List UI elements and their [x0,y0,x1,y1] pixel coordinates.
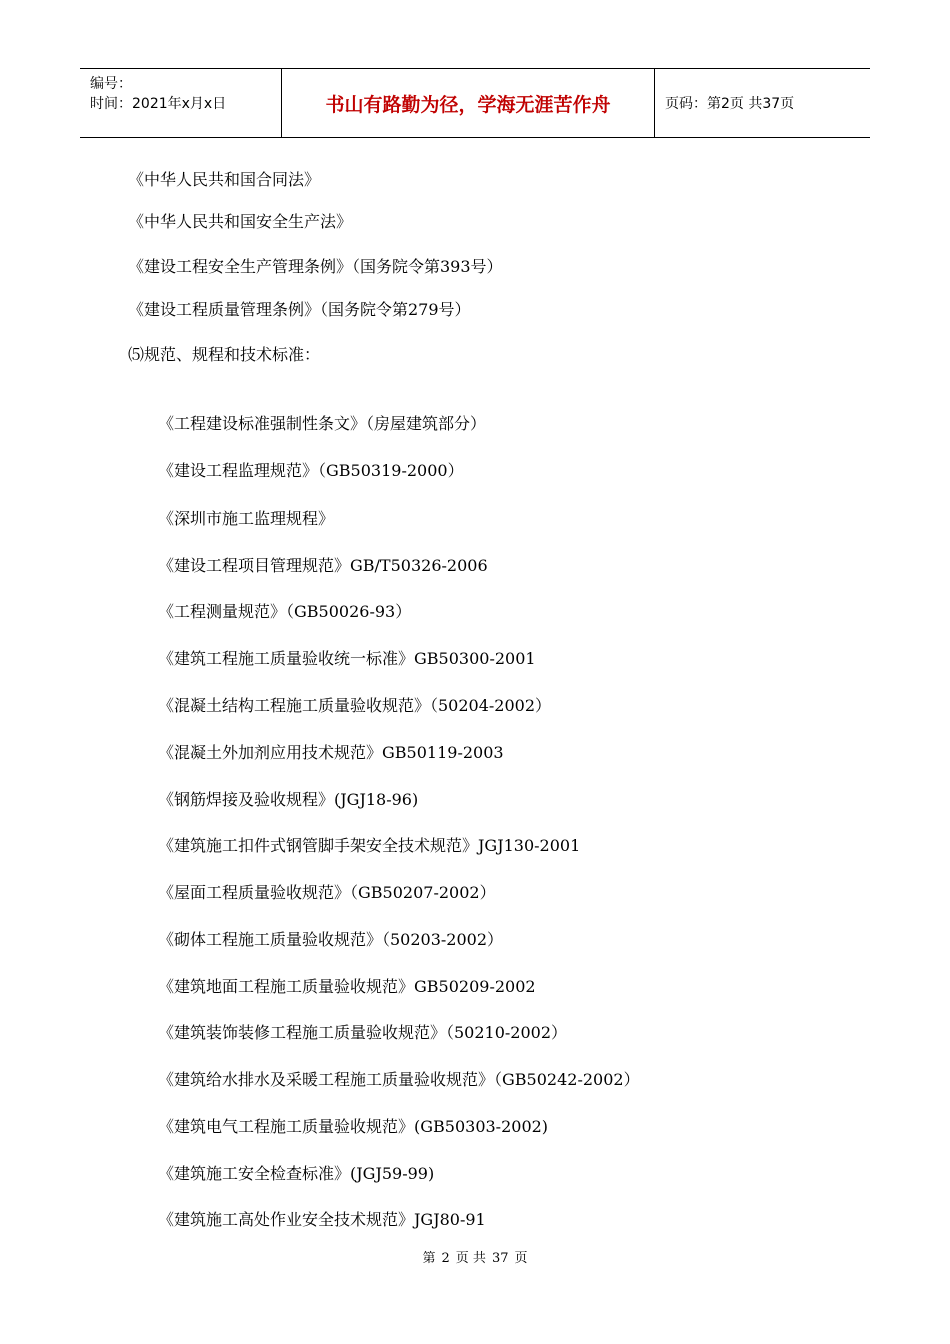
standard-item: 《建筑施工扣件式钢管脚手架安全技术规范》JGJ130-2001 [158,836,581,855]
law-item: 《建设工程质量管理条例》（国务院令第279号） [128,300,471,319]
header-page-info: 页码：第2页 共37页 [665,96,795,112]
footer-suffix: 页 [514,1251,528,1266]
law-item: 《中华人民共和国合同法》 [128,170,321,189]
footer-mid: 页 共 [455,1251,486,1266]
section-heading: ⑸规范、规程和技术标准： [128,345,321,364]
standard-item: 《屋面工程质量验收规范》（GB50207-2002） [158,883,496,902]
standard-item: 《混凝土结构工程施工质量验收规范》（50204-2002） [158,696,552,715]
page-header [80,68,870,138]
standard-item: 《工程建设标准强制性条文》（房屋建筑部分） [158,414,487,433]
standard-item: 《建设工程监理规范》（GB50319-2000） [158,461,464,480]
standard-item: 《混凝土外加剂应用技术规范》GB50119-2003 [158,743,504,762]
footer-current-page: 2 [441,1251,450,1266]
footer-total-pages: 37 [491,1251,509,1266]
page-footer [0,1247,950,1266]
standard-item: 《建筑电气工程施工质量验收规范》(GB50303-2002) [158,1117,549,1136]
standard-item: 《建筑装饰装修工程施工质量验收规范》（50210-2002） [158,1023,568,1042]
standard-item: 《深圳市施工监理规程》 [158,509,335,528]
header-motto: 书山有路勤为径，学海无涯苦作舟 [282,69,655,137]
standard-item: 《钢筋焊接及验收规程》(JGJ18-96) [158,790,419,809]
document-date: 时间：2021年x月x日 [90,96,227,112]
standard-item: 《建筑给水排水及采暖工程施工质量验收规范》（GB50242-2002） [158,1070,640,1089]
header-meta-cell [80,69,282,137]
law-item: 《建设工程安全生产管理条例》（国务院令第393号） [128,257,503,276]
standard-item: 《建筑工程施工质量验收统一标准》GB50300-2001 [158,649,536,668]
standard-item: 《建筑施工安全检查标准》(JGJ59-99) [158,1164,435,1183]
law-item: 《中华人民共和国安全生产法》 [128,212,353,231]
document-number-label: 编号： [90,76,132,92]
standard-item: 《建筑地面工程施工质量验收规范》GB50209-2002 [158,977,536,996]
standard-item: 《工程测量规范》（GB50026-93） [158,602,412,621]
standard-item: 《建设工程项目管理规范》GB/T50326-2006 [158,556,488,575]
footer-prefix: 第 [422,1251,436,1266]
standard-item: 《砌体工程施工质量验收规范》（50203-2002） [158,930,504,949]
standard-item: 《建筑施工高处作业安全技术规范》JGJ80-91 [158,1210,486,1229]
